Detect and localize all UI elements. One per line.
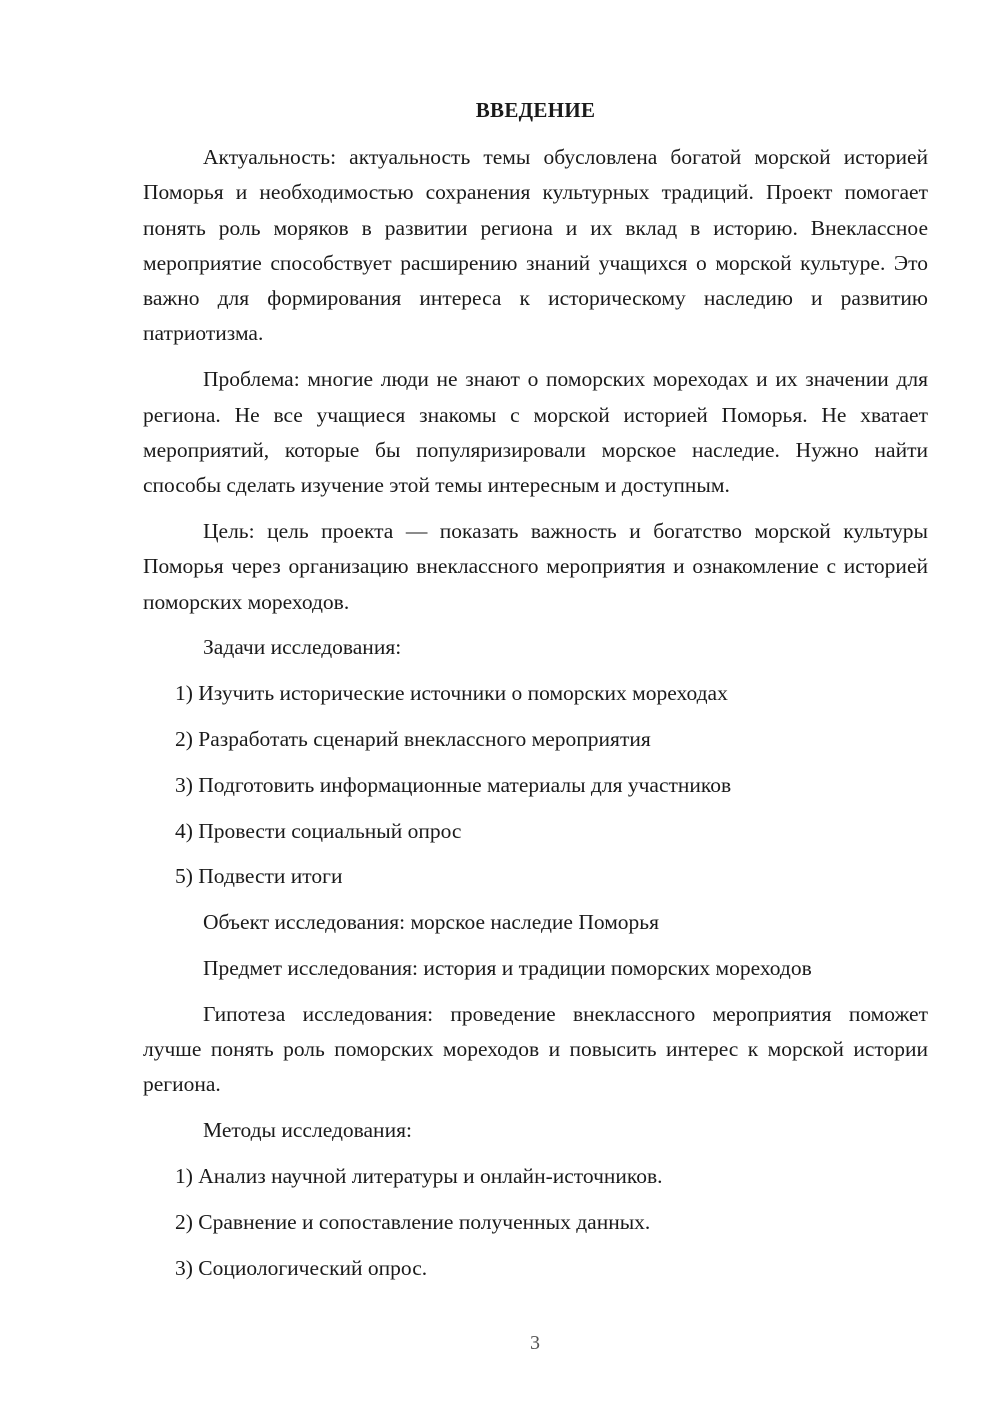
- tasks-list: [143, 676, 928, 894]
- list-item: 1) Анализ научной литературы и онлайн-источников.: [175, 1163, 663, 1188]
- document-page: [143, 90, 928, 1296]
- relevance-paragraph: Актуальность: актуальность темы обусловлена богатой морской историей Поморья и необходимостью сохранения культурных традиций. Проект помогает понять роль моряков в развитии региона и их вклад в историю. Внеклассное мероприятие способствует расширению знаний учащихся о морской культуре. Это важно для формирования интереса к историческому наследию и развитию патриотизма.: [143, 145, 928, 346]
- goal-paragraph: Цель: цель проекта — показать важность и богатство морской культуры Поморья через организацию внеклассного мероприятия и ознакомление с историей поморских мореходов.: [143, 518, 928, 614]
- list-item: 2) Разработать сценарий внеклассного мероприятия: [175, 726, 651, 751]
- list-item: 1) Изучить исторические источники о поморских мореходах: [175, 681, 728, 706]
- methods-list: [143, 1159, 928, 1286]
- list-item: 4) Провести социальный опрос: [175, 818, 462, 843]
- page-number: 3: [530, 1332, 540, 1354]
- research-object: Объект исследования: морское наследие Поморья: [203, 910, 659, 935]
- list-item: 2) Сравнение и сопоставление полученных данных.: [175, 1209, 651, 1234]
- document-title: ВВЕДЕНИЕ: [475, 98, 596, 122]
- research-subject: Предмет исследования: история и традиции поморских мореходов: [203, 955, 812, 980]
- list-item: 5) Подвести итоги: [175, 864, 343, 889]
- problem-paragraph: Проблема: многие люди не знают о поморских мореходах и их значении для региона. Не все учащиеся знакомы с морской историей Поморья. Не хватает мероприятий, которые бы популяризировали морское наследие. Нужно найти способы сделать изучение этой темы интересным и доступным.: [143, 367, 928, 498]
- list-item: 3) Социологический опрос.: [175, 1255, 428, 1280]
- list-item: 3) Подготовить информационные материалы для участников: [175, 772, 732, 797]
- methods-heading: Методы исследования:: [203, 1118, 412, 1143]
- hypothesis-paragraph: Гипотеза исследования: проведение внеклассного мероприятия поможет лучше понять роль поморских мореходов и повысить интерес к морской истории региона.: [143, 1001, 928, 1097]
- tasks-heading: Задачи исследования:: [203, 635, 402, 660]
